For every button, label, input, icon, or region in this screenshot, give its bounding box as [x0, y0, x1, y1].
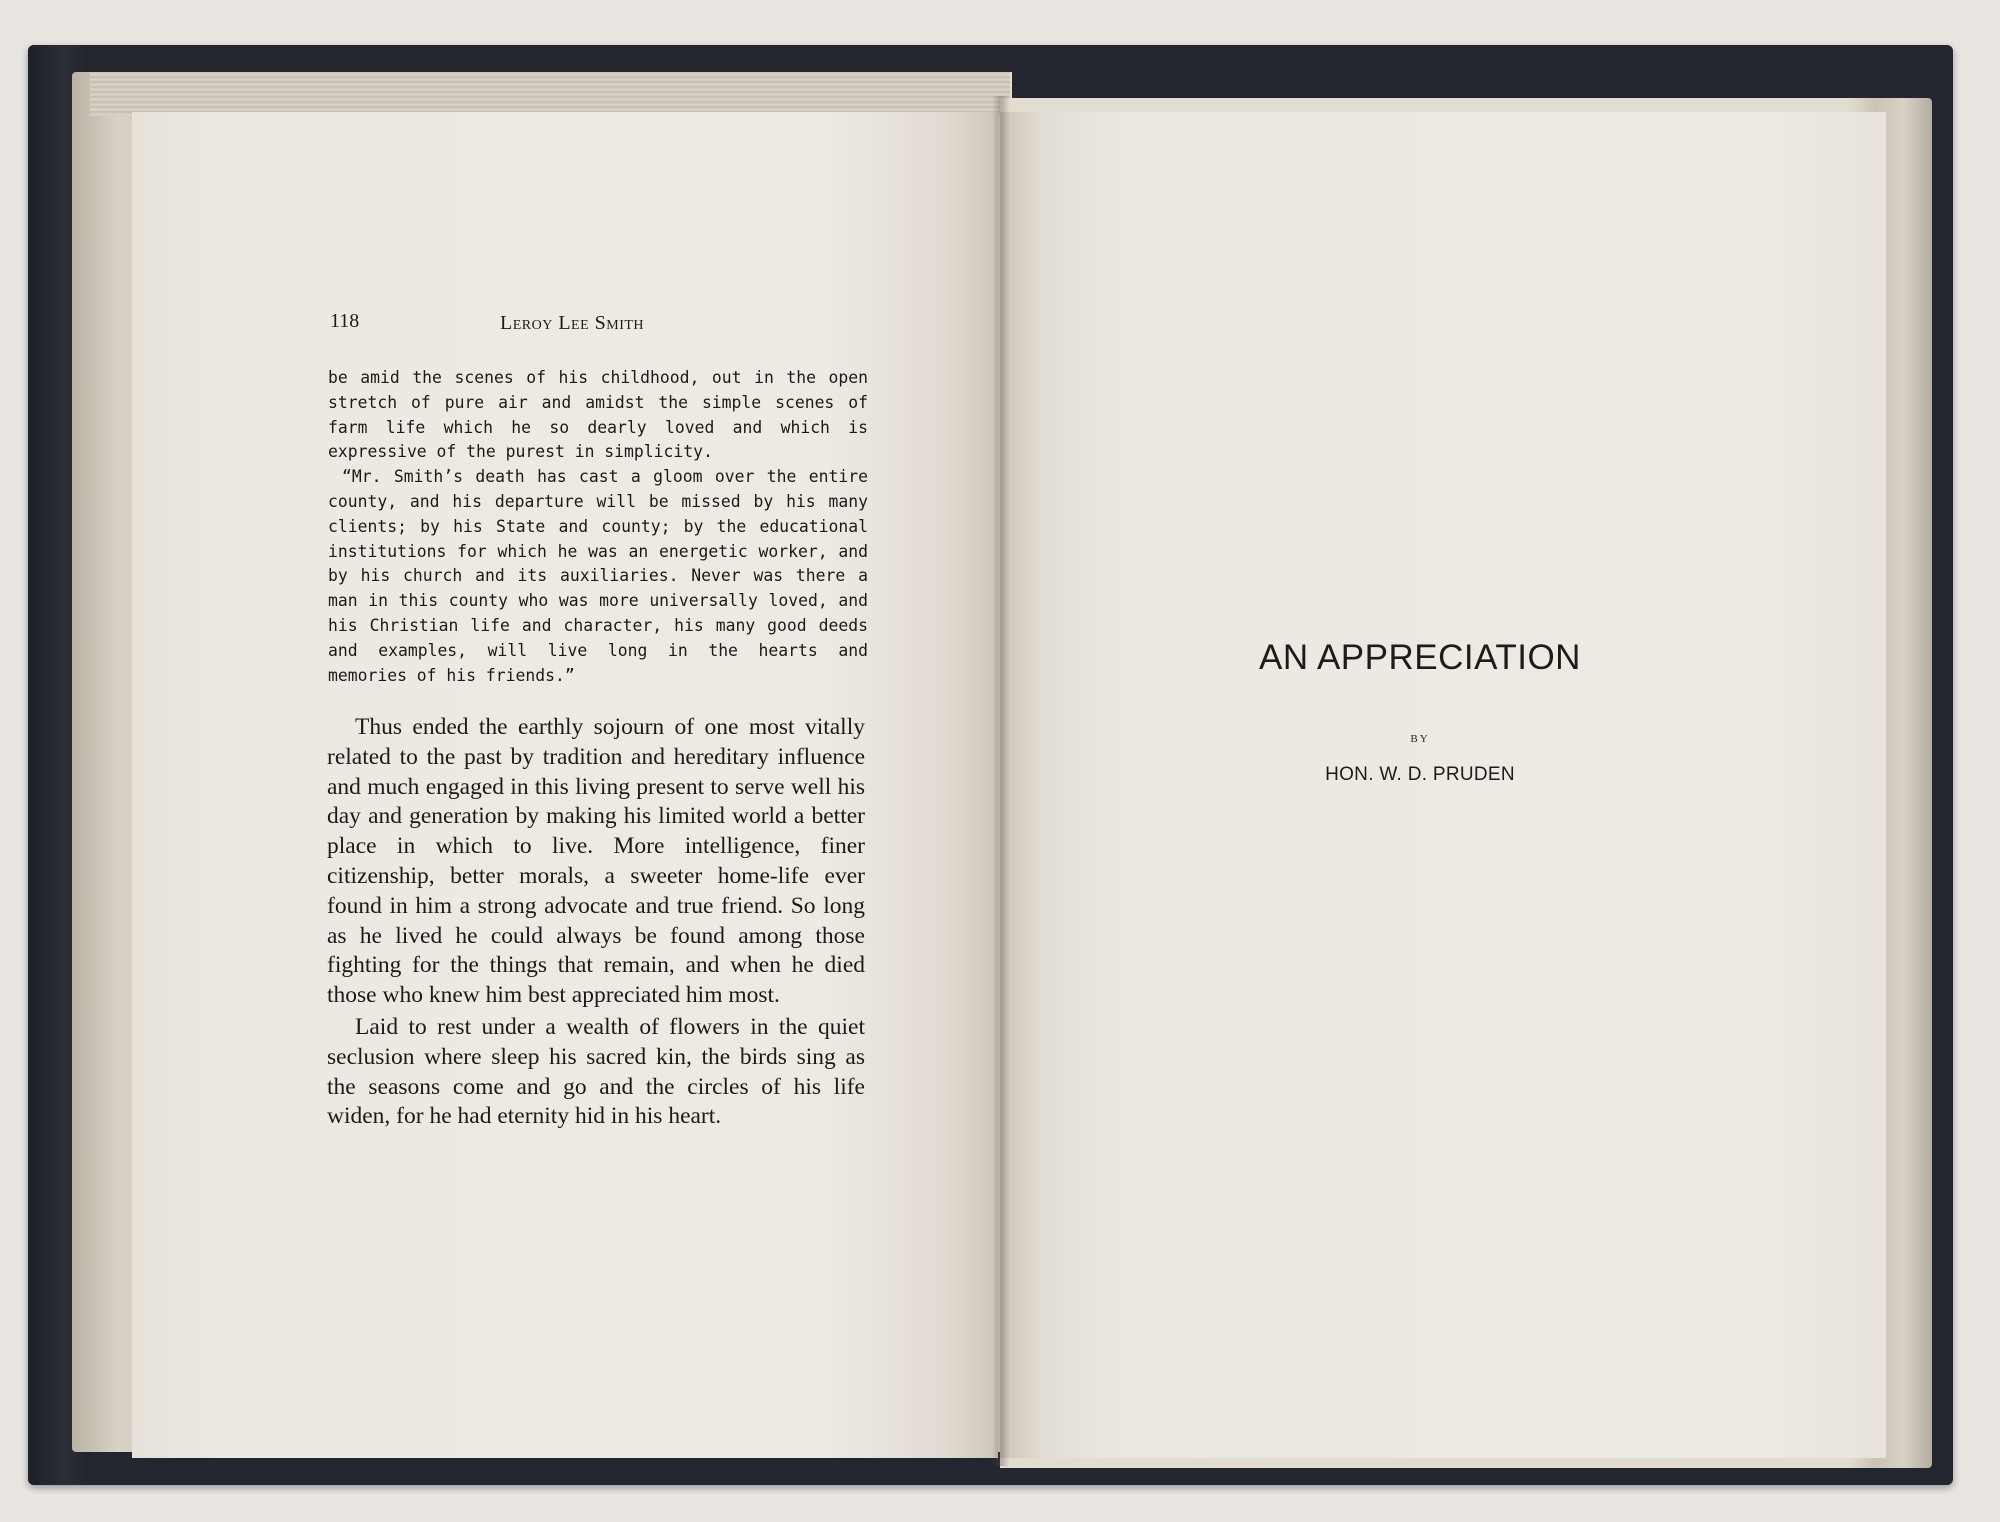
body-paragraph-2: Laid to rest under a wealth of flowers in the quiet seclusion where sleep his sacred kin, the birds sing as the seasons come and go and the circles of his life widen, for he had eternity hid in his heart. — [327, 1013, 865, 1130]
quote-paragraph-2: “Mr. Smith’s death has cast a gloom over the entire county, and his departure will be missed by his many clients; by his State and county; by the educational institutions for which he was an energetic worker, and by his church and its auxiliaries. Never was there a man in this county who was more universally loved, and his Christian life and character, his many good deeds and examples, will live long in the hearts and memories of his friends.” — [328, 467, 868, 685]
author-name: HON. W. D. PRUDEN — [1325, 764, 1515, 785]
running-title: Leroy Lee Smith — [500, 312, 645, 334]
body-text — [327, 713, 865, 1132]
quote-paragraph-1: be amid the scenes of his childhood, out in the open stretch of pure air and amidst the simple scenes of farm life which he so dearly loved and which is expressive of the purest in simplicity. — [328, 368, 868, 462]
body-paragraph-1: Thus ended the earthly sojourn of one most vitally related to the past by tradition and hereditary influence and much engaged in this living present to serve well his day and generation by making his limited world a better place in which to live. More intelligence, finer citizenship, better morals, a sweeter home-life ever found in him a strong advocate and true friend. So long as he lived he could always be found among those fighting for the things that remain, and when he died those who knew him best appreciated him most. — [327, 714, 865, 1009]
section-title: AN APPRECIATION — [1259, 638, 1581, 677]
running-head — [330, 310, 868, 340]
book-gutter — [992, 96, 1010, 1466]
byline-label: BY — [1410, 733, 1430, 745]
top-page-edges — [90, 72, 1010, 116]
quoted-passage — [328, 366, 868, 688]
page-number: 118 — [330, 310, 360, 332]
